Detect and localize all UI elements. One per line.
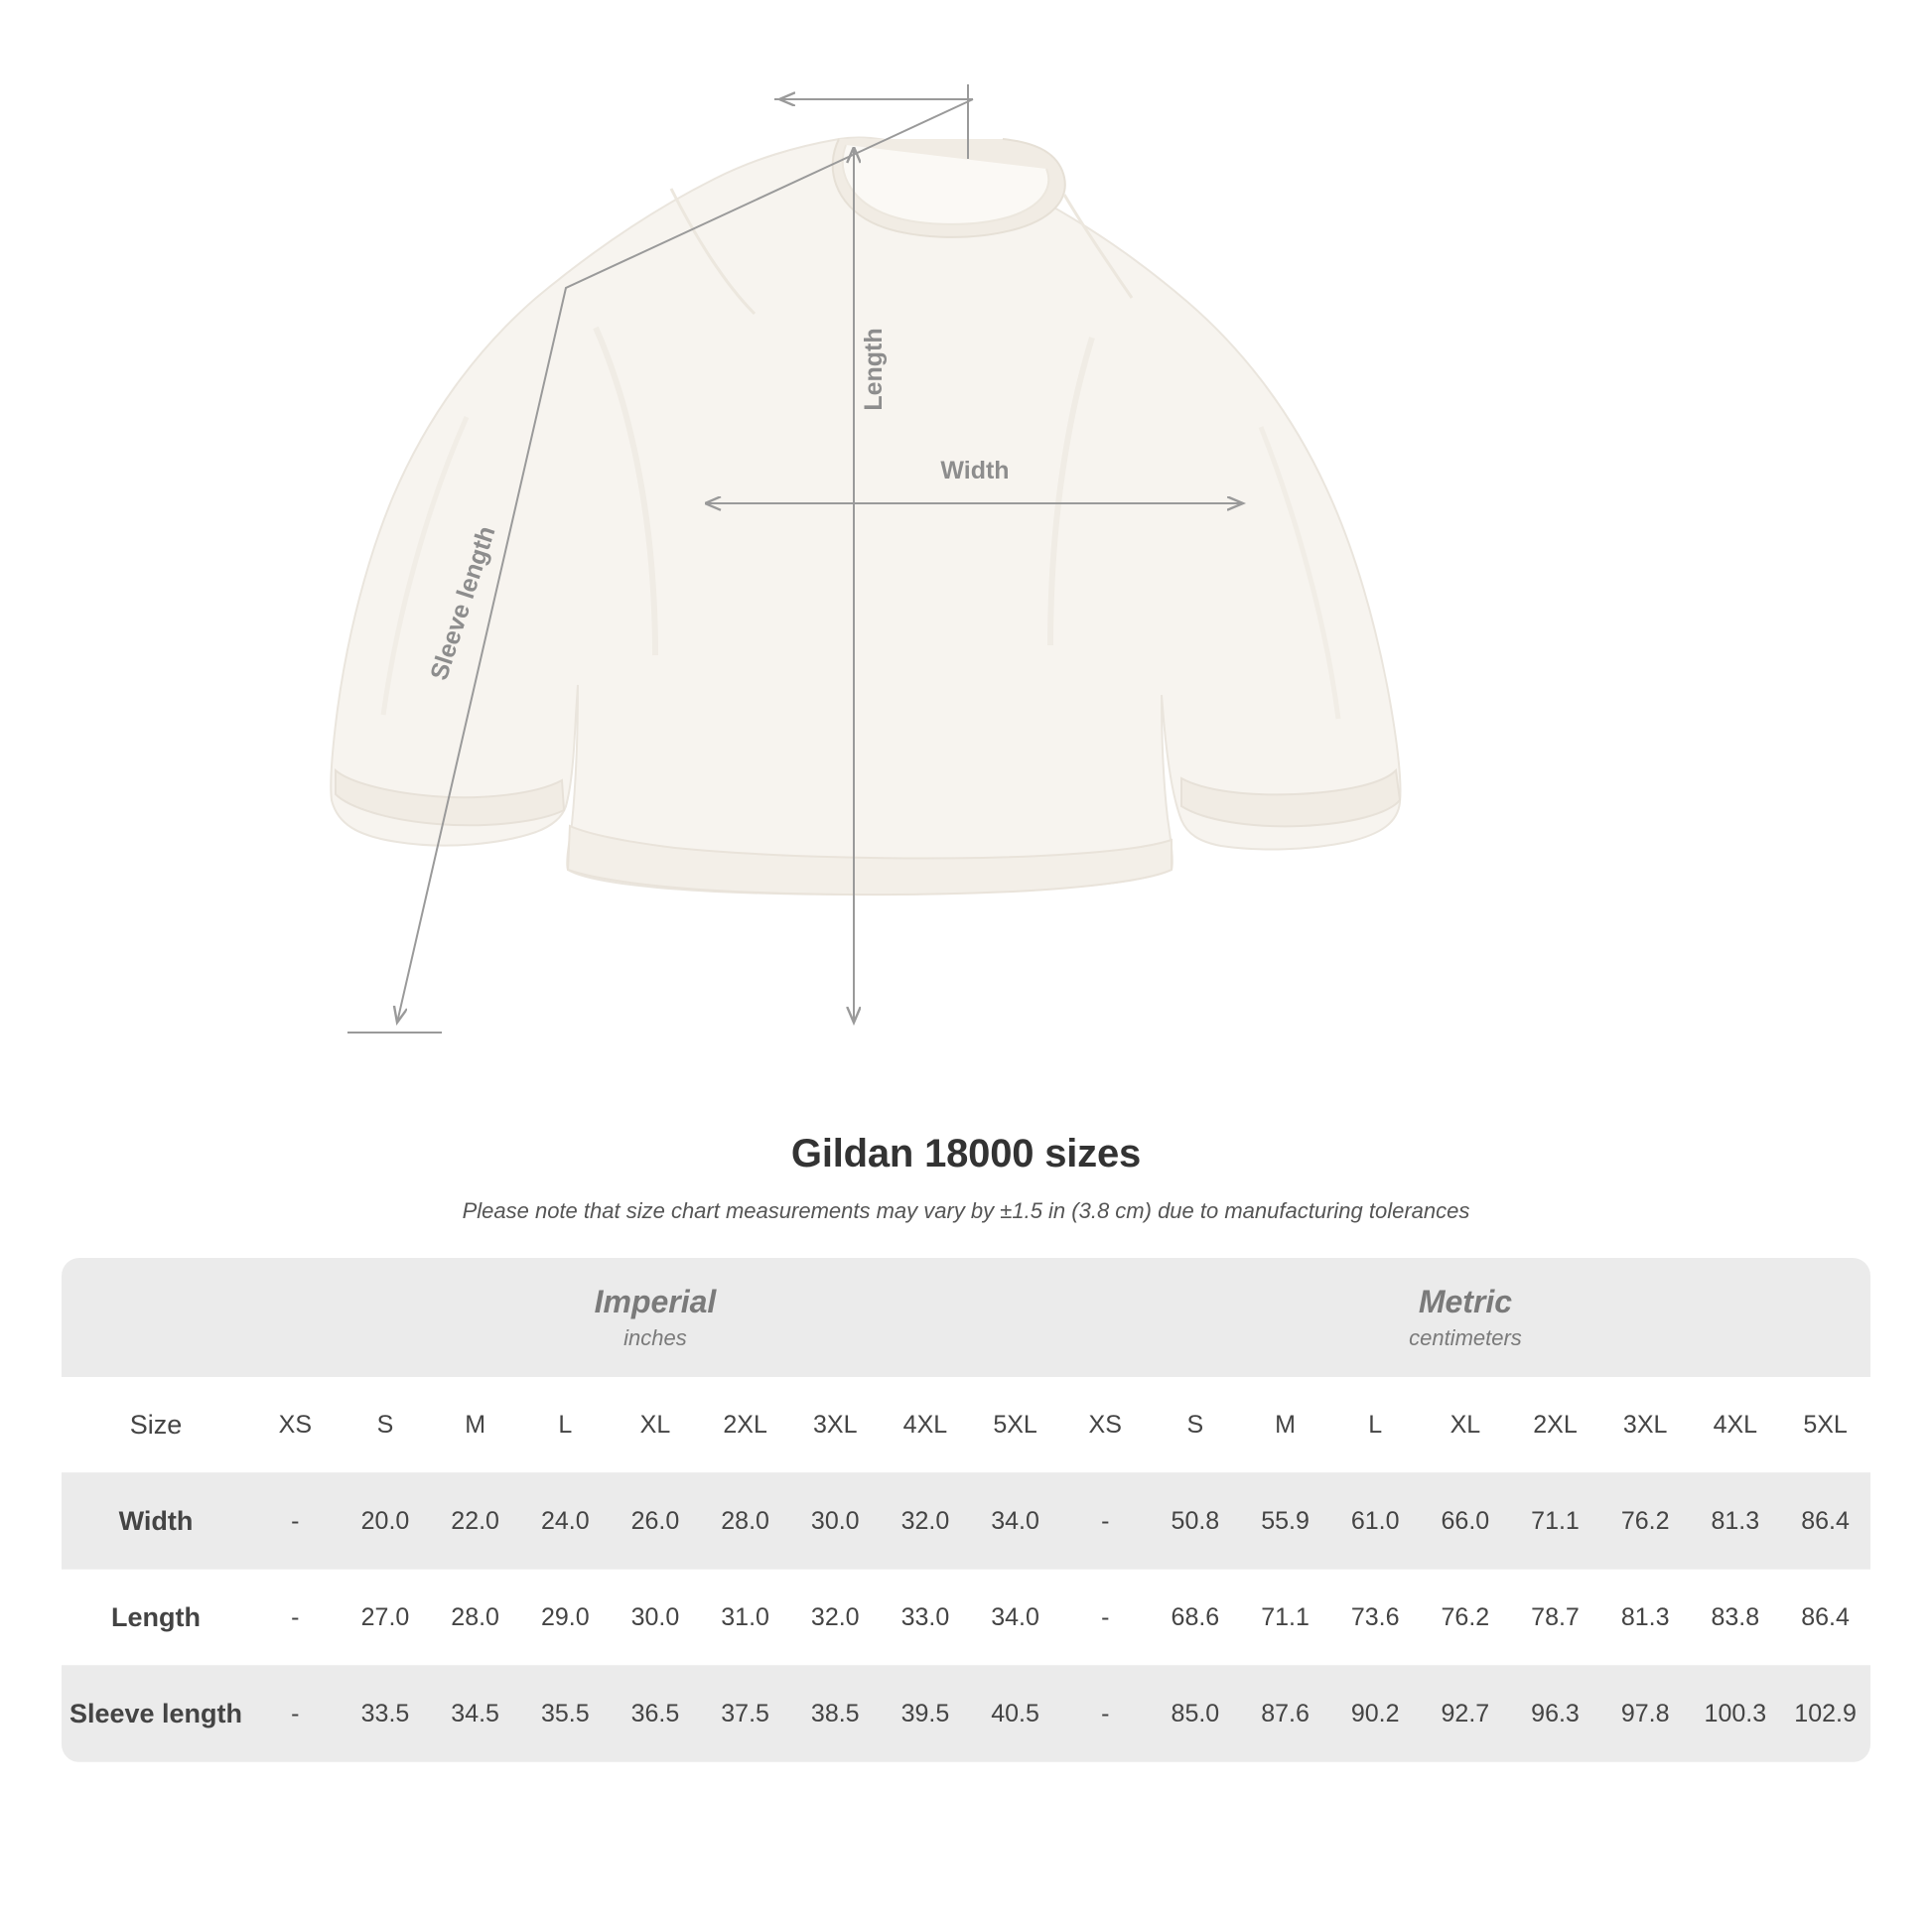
column-header-0: XS	[250, 1377, 341, 1473]
unit-group-metric-name: Metric	[1418, 1283, 1513, 1319]
cell-1-4: 30.0	[611, 1570, 701, 1666]
column-header-4: XL	[611, 1377, 701, 1473]
tolerance-note: Please note that size chart measurements may vary by ±1.5 in (3.8 cm) due to manufacturing tolerances	[462, 1198, 1470, 1223]
cell-1-1: 27.0	[341, 1570, 431, 1666]
cell-1-15: 81.3	[1600, 1570, 1691, 1666]
unit-group-row	[62, 1258, 1870, 1377]
cell-2-1: 33.5	[341, 1666, 431, 1762]
column-header-9: XS	[1060, 1377, 1151, 1473]
cell-0-10: 50.8	[1151, 1473, 1241, 1570]
cell-2-5: 37.5	[700, 1666, 790, 1762]
table-row	[62, 1570, 1870, 1666]
cell-0-4: 26.0	[611, 1473, 701, 1570]
column-header-12: L	[1330, 1377, 1421, 1473]
cell-2-0: -	[250, 1666, 341, 1762]
cell-0-12: 61.0	[1330, 1473, 1421, 1570]
cell-1-0: -	[250, 1570, 341, 1666]
cell-2-13: 92.7	[1421, 1666, 1511, 1762]
cell-0-6: 30.0	[790, 1473, 881, 1570]
column-header-11: M	[1240, 1377, 1330, 1473]
cell-0-2: 22.0	[430, 1473, 520, 1570]
cell-2-16: 100.3	[1691, 1666, 1781, 1762]
cell-2-2: 34.5	[430, 1666, 520, 1762]
column-header-17: 5XL	[1780, 1377, 1870, 1473]
unit-group-imperial	[250, 1258, 1060, 1377]
column-header-15: 3XL	[1600, 1377, 1691, 1473]
cell-0-0: -	[250, 1473, 341, 1570]
cell-2-3: 35.5	[520, 1666, 611, 1762]
cell-1-17: 86.4	[1780, 1570, 1870, 1666]
cell-2-6: 38.5	[790, 1666, 881, 1762]
title-block	[0, 1132, 1932, 1224]
row-label-2: Sleeve length	[62, 1666, 250, 1762]
cell-1-2: 28.0	[430, 1570, 520, 1666]
label-width: Width	[940, 457, 1010, 484]
table-row	[62, 1666, 1870, 1762]
size-table	[62, 1258, 1870, 1762]
cell-2-8: 40.5	[970, 1666, 1060, 1762]
unit-corner-cell	[62, 1258, 250, 1377]
column-header-2: M	[430, 1377, 520, 1473]
cell-1-3: 29.0	[520, 1570, 611, 1666]
column-header-5: 2XL	[700, 1377, 790, 1473]
cell-1-14: 78.7	[1510, 1570, 1600, 1666]
cell-2-4: 36.5	[611, 1666, 701, 1762]
page-title: Gildan 18000 sizes	[790, 1132, 1142, 1175]
cell-0-5: 28.0	[700, 1473, 790, 1570]
table-header-row	[62, 1377, 1870, 1473]
column-header-8: 5XL	[970, 1377, 1060, 1473]
row-label-0: Width	[62, 1473, 250, 1570]
cell-1-5: 31.0	[700, 1570, 790, 1666]
label-length: Length	[860, 328, 888, 411]
cell-0-3: 24.0	[520, 1473, 611, 1570]
cell-0-14: 71.1	[1510, 1473, 1600, 1570]
row-label-1: Length	[62, 1570, 250, 1666]
cell-0-15: 76.2	[1600, 1473, 1691, 1570]
cell-1-7: 33.0	[881, 1570, 971, 1666]
cell-1-6: 32.0	[790, 1570, 881, 1666]
column-header-3: L	[520, 1377, 611, 1473]
cell-0-1: 20.0	[341, 1473, 431, 1570]
cell-0-16: 81.3	[1691, 1473, 1781, 1570]
cell-2-14: 96.3	[1510, 1666, 1600, 1762]
table-row	[62, 1473, 1870, 1570]
column-header-13: XL	[1421, 1377, 1511, 1473]
column-header-1: S	[341, 1377, 431, 1473]
cell-1-16: 83.8	[1691, 1570, 1781, 1666]
cell-1-8: 34.0	[970, 1570, 1060, 1666]
cell-2-11: 87.6	[1240, 1666, 1330, 1762]
cell-0-7: 32.0	[881, 1473, 971, 1570]
unit-group-metric-sub: centimeters	[1409, 1324, 1522, 1350]
size-table-wrapper	[62, 1258, 1870, 1762]
unit-group-metric	[1060, 1258, 1870, 1377]
sweatshirt-shape	[331, 138, 1400, 895]
column-header-6: 3XL	[790, 1377, 881, 1473]
cell-2-9: -	[1060, 1666, 1151, 1762]
cell-2-10: 85.0	[1151, 1666, 1241, 1762]
cell-1-13: 76.2	[1421, 1570, 1511, 1666]
unit-group-imperial-name: Imperial	[594, 1283, 717, 1319]
unit-group-imperial-sub: inches	[623, 1324, 687, 1350]
cell-0-11: 55.9	[1240, 1473, 1330, 1570]
cell-1-10: 68.6	[1151, 1570, 1241, 1666]
cell-0-13: 66.0	[1421, 1473, 1511, 1570]
label-sleeve-length: Sleeve length	[425, 522, 501, 684]
column-header-16: 4XL	[1691, 1377, 1781, 1473]
cell-1-12: 73.6	[1330, 1570, 1421, 1666]
cell-2-15: 97.8	[1600, 1666, 1691, 1762]
cell-0-8: 34.0	[970, 1473, 1060, 1570]
column-header-14: 2XL	[1510, 1377, 1600, 1473]
cell-2-17: 102.9	[1780, 1666, 1870, 1762]
column-header-size: Size	[62, 1377, 250, 1473]
cell-2-12: 90.2	[1330, 1666, 1421, 1762]
cell-1-9: -	[1060, 1570, 1151, 1666]
cell-1-11: 71.1	[1240, 1570, 1330, 1666]
cell-2-7: 39.5	[881, 1666, 971, 1762]
cell-0-17: 86.4	[1780, 1473, 1870, 1570]
cell-0-9: -	[1060, 1473, 1151, 1570]
column-header-10: S	[1151, 1377, 1241, 1473]
column-header-7: 4XL	[881, 1377, 971, 1473]
